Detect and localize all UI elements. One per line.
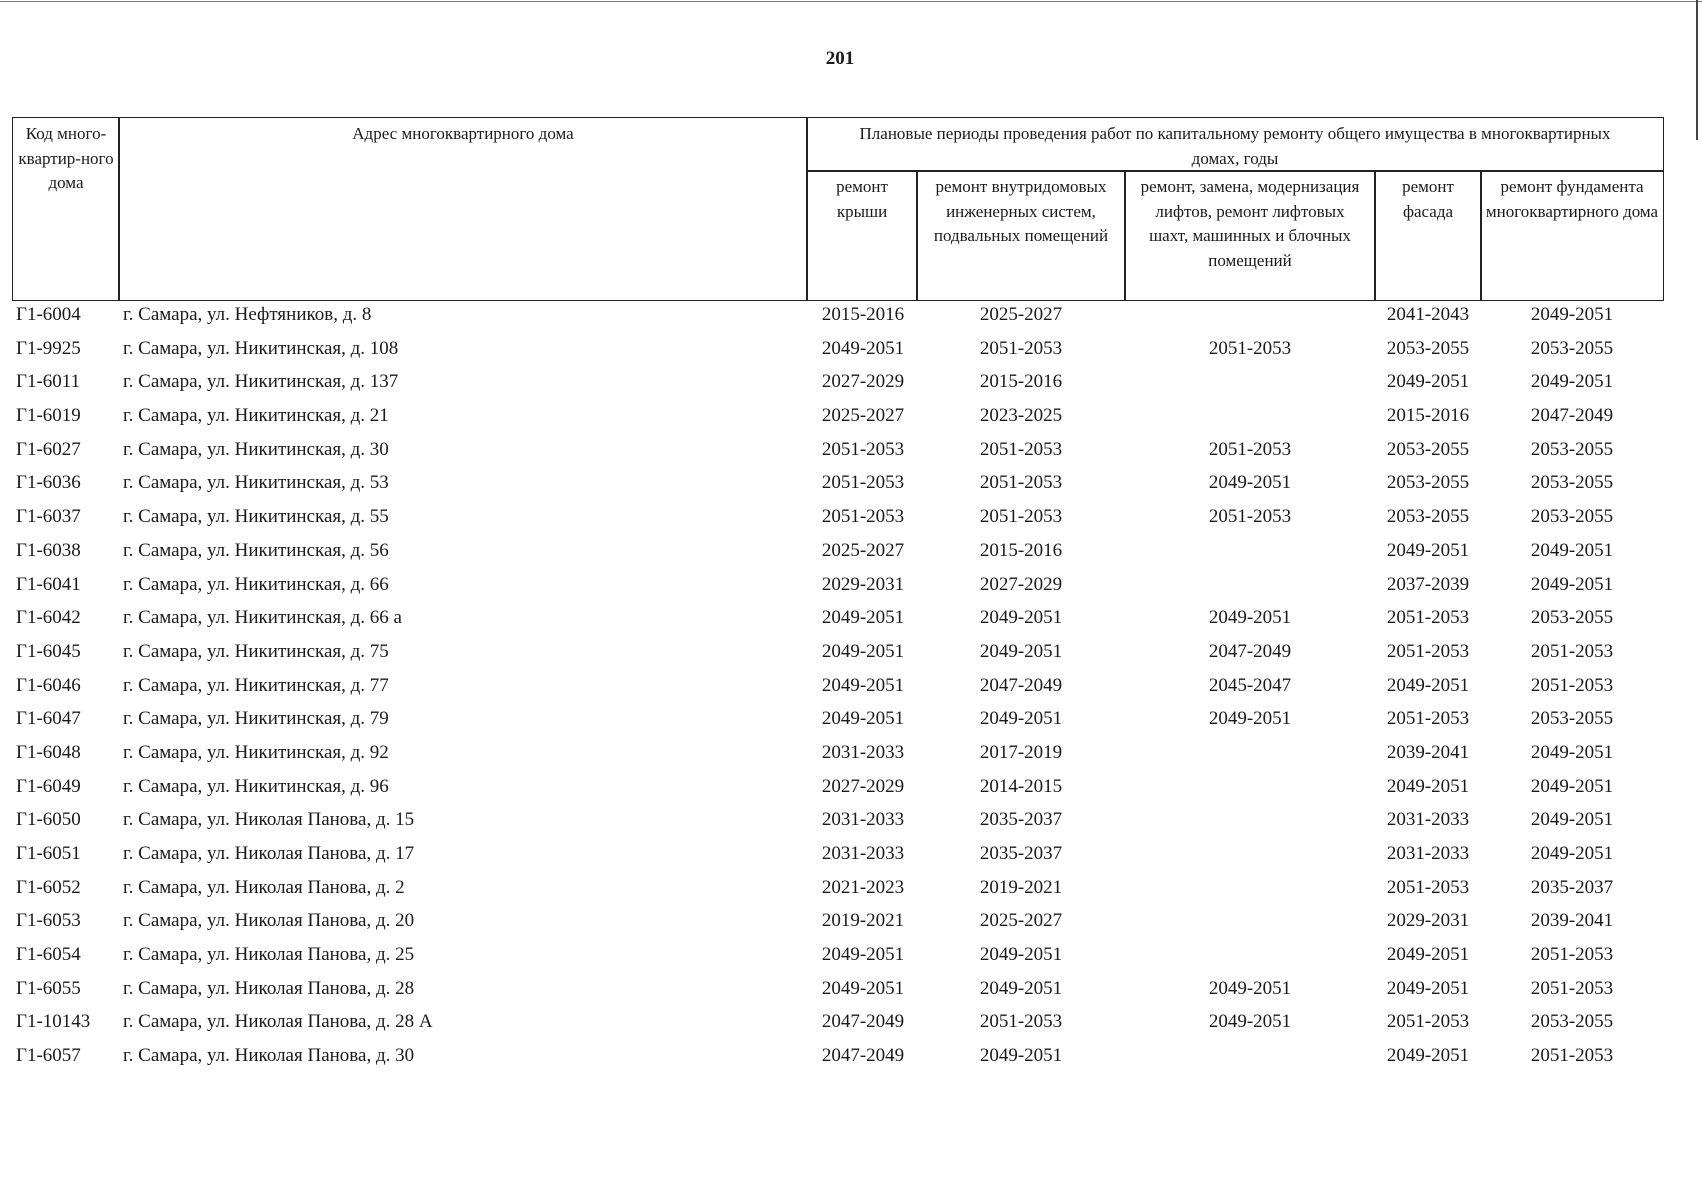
- cell-address: г. Самара, ул. Никитинская, д. 96: [123, 775, 389, 797]
- cell-code: Г1-6057: [16, 1045, 81, 1067]
- table-row: [0, 671, 1680, 705]
- cell-elevators: 2047-2049: [1208, 640, 1292, 662]
- cell-code: Г1-6038: [16, 539, 81, 561]
- cell-roof: 2031-2033: [821, 741, 905, 763]
- cell-engineering: 2035-2037: [979, 809, 1063, 831]
- cell-code: Г1-6051: [16, 843, 81, 864]
- cell-foundation: 2053-2055: [1530, 1011, 1614, 1033]
- cell-facade: 2049-2051: [1386, 977, 1470, 999]
- cell-facade: 2031-2033: [1386, 809, 1470, 831]
- cell-foundation: 2053-2055: [1530, 708, 1614, 730]
- table-row: [0, 401, 1680, 435]
- cell-foundation: 2051-2053: [1530, 977, 1614, 999]
- cell-facade: 2051-2053: [1386, 876, 1470, 898]
- cell-foundation: 2039-2041: [1530, 910, 1614, 932]
- cell-foundation: 2049-2051: [1530, 539, 1614, 561]
- cell-roof: 2051-2053: [821, 472, 905, 494]
- cell-address: г. Самара, ул. Никитинская, д. 137: [123, 371, 399, 393]
- cell-engineering: 2015-2016: [979, 539, 1063, 561]
- cell-facade: 2053-2055: [1386, 337, 1470, 359]
- cell-engineering: 2049-2051: [979, 708, 1063, 730]
- header-facade: ремонт фасада: [1374, 170, 1482, 301]
- table-row: [0, 1007, 1680, 1041]
- cell-foundation: 2053-2055: [1530, 472, 1614, 494]
- cell-foundation: 2047-2049: [1530, 405, 1614, 427]
- right-margin-rule: [1696, 0, 1698, 140]
- cell-elevators: 2051-2053: [1208, 438, 1292, 460]
- cell-engineering: 2051-2053: [979, 472, 1063, 494]
- cell-facade: 2029-2031: [1386, 910, 1470, 932]
- cell-address: г. Самара, ул. Николая Панова, д. 20: [123, 910, 415, 932]
- cell-facade: 2049-2051: [1386, 775, 1470, 797]
- cell-elevators: 2045-2047: [1208, 674, 1292, 696]
- cell-foundation: 2053-2055: [1530, 607, 1614, 629]
- cell-roof: 2027-2029: [821, 371, 905, 393]
- cell-code: Г1-6027: [16, 438, 81, 460]
- cell-code: Г1-6054: [16, 944, 81, 966]
- cell-code: Г1-6045: [16, 640, 81, 662]
- cell-foundation: 2035-2037: [1530, 876, 1614, 898]
- cell-facade: 2037-2039: [1386, 573, 1470, 595]
- cell-engineering: 2027-2029: [979, 573, 1063, 595]
- top-rule: [0, 1, 1702, 2]
- cell-foundation: 2053-2055: [1530, 438, 1614, 460]
- cell-address: г. Самара, ул. Никитинская, д. 75: [123, 640, 389, 662]
- cell-code: Г1-6046: [16, 674, 81, 696]
- cell-engineering: 2025-2027: [979, 304, 1063, 325]
- table-body: [0, 300, 1680, 1075]
- cell-facade: 2053-2055: [1386, 472, 1470, 494]
- table-row: [0, 805, 1680, 839]
- cell-roof: 2029-2031: [821, 573, 905, 595]
- cell-engineering: 2051-2053: [979, 337, 1063, 359]
- cell-foundation: 2049-2051: [1530, 741, 1614, 763]
- table-row: [0, 536, 1680, 570]
- cell-address: г. Самара, ул. Никитинская, д. 21: [123, 405, 389, 427]
- cell-address: г. Самара, ул. Нефтяников, д. 8: [123, 304, 372, 325]
- cell-engineering: 2049-2051: [979, 607, 1063, 629]
- cell-facade: 2051-2053: [1386, 640, 1470, 662]
- table-row: [0, 367, 1680, 401]
- cell-code: Г1-6037: [16, 506, 81, 528]
- cell-roof: 2047-2049: [821, 1045, 905, 1067]
- cell-code: Г1-6048: [16, 741, 81, 763]
- cell-roof: 2021-2023: [821, 876, 905, 898]
- cell-code: Г1-6041: [16, 573, 81, 595]
- table-row: [0, 637, 1680, 671]
- cell-address: г. Самара, ул. Николая Панова, д. 28: [123, 977, 415, 999]
- cell-foundation: 2049-2051: [1530, 371, 1614, 393]
- table-row: [0, 334, 1680, 368]
- header-roof: ремонт крыши: [806, 170, 918, 301]
- cell-code: Г1-6055: [16, 977, 81, 999]
- table-row: [0, 704, 1680, 738]
- cell-engineering: 2017-2019: [979, 741, 1063, 763]
- table-row: [0, 839, 1680, 873]
- cell-foundation: 2051-2053: [1530, 640, 1614, 662]
- cell-elevators: 2049-2051: [1208, 708, 1292, 730]
- cell-engineering: 2051-2053: [979, 506, 1063, 528]
- cell-roof: 2049-2051: [821, 977, 905, 999]
- cell-roof: 2049-2051: [821, 640, 905, 662]
- cell-engineering: 2049-2051: [979, 640, 1063, 662]
- cell-address: г. Самара, ул. Никитинская, д. 79: [123, 708, 389, 730]
- header-code: Код много-квартир-ного дома: [12, 117, 120, 301]
- cell-address: г. Самара, ул. Никитинская, д. 77: [123, 674, 389, 696]
- table-row: [0, 502, 1680, 536]
- cell-elevators: 2049-2051: [1208, 607, 1292, 629]
- header-foundation: ремонт фундамента многоквартирного дома: [1480, 170, 1664, 301]
- cell-facade: 2051-2053: [1386, 1011, 1470, 1033]
- table-row: [0, 906, 1680, 940]
- cell-engineering: 2014-2015: [979, 775, 1063, 797]
- table-row: [0, 603, 1680, 637]
- cell-foundation: 2049-2051: [1530, 775, 1614, 797]
- cell-code: Г1-6053: [16, 910, 81, 932]
- cell-facade: 2049-2051: [1386, 1045, 1470, 1067]
- table-row: [0, 940, 1680, 974]
- header-engineering: ремонт внутридомовых инженерных систем, подвальных помещений: [916, 170, 1126, 301]
- cell-address: г. Самара, ул. Никитинская, д. 66: [123, 573, 389, 595]
- cell-address: г. Самара, ул. Никитинская, д. 66 а: [123, 607, 402, 629]
- cell-engineering: 2019-2021: [979, 876, 1063, 898]
- cell-foundation: 2049-2051: [1530, 573, 1614, 595]
- header-elevators: ремонт, замена, модернизация лифтов, ремонт лифтовых шахт, машинных и блочных помещений: [1124, 170, 1376, 301]
- cell-facade: 2031-2033: [1386, 843, 1470, 864]
- cell-code: Г1-6019: [16, 405, 81, 427]
- cell-roof: 2049-2051: [821, 708, 905, 730]
- cell-foundation: 2049-2051: [1530, 809, 1614, 831]
- cell-code: Г1-10143: [16, 1011, 91, 1033]
- cell-address: г. Самара, ул. Николая Панова, д. 17: [123, 843, 415, 864]
- cell-foundation: 2049-2051: [1530, 843, 1614, 864]
- table-row: [0, 738, 1680, 772]
- cell-code: Г1-6047: [16, 708, 81, 730]
- cell-address: г. Самара, ул. Никитинская, д. 53: [123, 472, 389, 494]
- cell-address: г. Самара, ул. Николая Панова, д. 2: [123, 876, 405, 898]
- cell-code: Г1-9925: [16, 337, 81, 359]
- cell-elevators: 2049-2051: [1208, 472, 1292, 494]
- cell-roof: 2031-2033: [821, 843, 905, 864]
- cell-engineering: 2049-2051: [979, 944, 1063, 966]
- cell-engineering: 2025-2027: [979, 910, 1063, 932]
- cell-address: г. Самара, ул. Никитинская, д. 30: [123, 438, 389, 460]
- cell-engineering: 2049-2051: [979, 1045, 1063, 1067]
- cell-elevators: 2049-2051: [1208, 1011, 1292, 1033]
- header-address: Адрес многоквартирного дома: [118, 117, 808, 301]
- cell-elevators: 2051-2053: [1208, 506, 1292, 528]
- table-row: [0, 435, 1680, 469]
- cell-facade: 2049-2051: [1386, 944, 1470, 966]
- cell-facade: 2049-2051: [1386, 539, 1470, 561]
- cell-code: Г1-6050: [16, 809, 81, 831]
- cell-address: г. Самара, ул. Никитинская, д. 55: [123, 506, 389, 528]
- cell-code: Г1-6049: [16, 775, 81, 797]
- table-row: [0, 300, 1680, 334]
- cell-engineering: 2051-2053: [979, 1011, 1063, 1033]
- cell-engineering: 2023-2025: [979, 405, 1063, 427]
- cell-roof: 2051-2053: [821, 506, 905, 528]
- cell-foundation: 2051-2053: [1530, 674, 1614, 696]
- cell-facade: 2015-2016: [1386, 405, 1470, 427]
- cell-facade: 2041-2043: [1386, 304, 1470, 325]
- cell-roof: 2027-2029: [821, 775, 905, 797]
- cell-address: г. Самара, ул. Николая Панова, д. 25: [123, 944, 415, 966]
- cell-code: Г1-6036: [16, 472, 81, 494]
- cell-roof: 2047-2049: [821, 1011, 905, 1033]
- cell-foundation: 2051-2053: [1530, 944, 1614, 966]
- cell-engineering: 2049-2051: [979, 977, 1063, 999]
- cell-address: г. Самара, ул. Никитинская, д. 56: [123, 539, 389, 561]
- cell-roof: 2049-2051: [821, 337, 905, 359]
- cell-facade: 2053-2055: [1386, 438, 1470, 460]
- cell-roof: 2025-2027: [821, 405, 905, 427]
- cell-code: Г1-6042: [16, 607, 81, 629]
- cell-engineering: 2015-2016: [979, 371, 1063, 393]
- table-row: [0, 1041, 1680, 1075]
- cell-foundation: 2051-2053: [1530, 1045, 1614, 1067]
- cell-roof: 2051-2053: [821, 438, 905, 460]
- cell-roof: 2031-2033: [821, 809, 905, 831]
- cell-facade: 2039-2041: [1386, 741, 1470, 763]
- cell-roof: 2025-2027: [821, 539, 905, 561]
- cell-foundation: 2049-2051: [1530, 304, 1614, 325]
- cell-address: г. Самара, ул. Никитинская, д. 92: [123, 741, 389, 763]
- cell-roof: 2015-2016: [821, 304, 905, 325]
- table-row: [0, 570, 1680, 604]
- table-row: [0, 468, 1680, 502]
- cell-address: г. Самара, ул. Николая Панова, д. 28 А: [123, 1011, 433, 1033]
- cell-roof: 2049-2051: [821, 607, 905, 629]
- page-number: 201: [825, 48, 855, 69]
- table-row: [0, 974, 1680, 1008]
- cell-facade: 2049-2051: [1386, 674, 1470, 696]
- cell-roof: 2049-2051: [821, 944, 905, 966]
- cell-address: г. Самара, ул. Никитинская, д. 108: [123, 337, 399, 359]
- header-periods-group: Плановые периоды проведения работ по капитальному ремонту общего имущества в многоквартирных домах, годы: [806, 117, 1664, 172]
- cell-facade: 2053-2055: [1386, 506, 1470, 528]
- cell-code: Г1-6004: [16, 304, 81, 325]
- cell-address: г. Самара, ул. Николая Панова, д. 30: [123, 1045, 415, 1067]
- cell-elevators: 2049-2051: [1208, 977, 1292, 999]
- cell-roof: 2019-2021: [821, 910, 905, 932]
- cell-engineering: 2051-2053: [979, 438, 1063, 460]
- cell-roof: 2049-2051: [821, 674, 905, 696]
- cell-code: Г1-6052: [16, 876, 81, 898]
- table-row: [0, 873, 1680, 907]
- table-row: [0, 772, 1680, 806]
- cell-facade: 2051-2053: [1386, 708, 1470, 730]
- cell-engineering: 2047-2049: [979, 674, 1063, 696]
- cell-code: Г1-6011: [16, 371, 81, 393]
- cell-engineering: 2035-2037: [979, 843, 1063, 864]
- cell-elevators: 2051-2053: [1208, 337, 1292, 359]
- cell-foundation: 2053-2055: [1530, 337, 1614, 359]
- cell-foundation: 2053-2055: [1530, 506, 1614, 528]
- cell-facade: 2051-2053: [1386, 607, 1470, 629]
- cell-facade: 2049-2051: [1386, 371, 1470, 393]
- cell-address: г. Самара, ул. Николая Панова, д. 15: [123, 809, 415, 831]
